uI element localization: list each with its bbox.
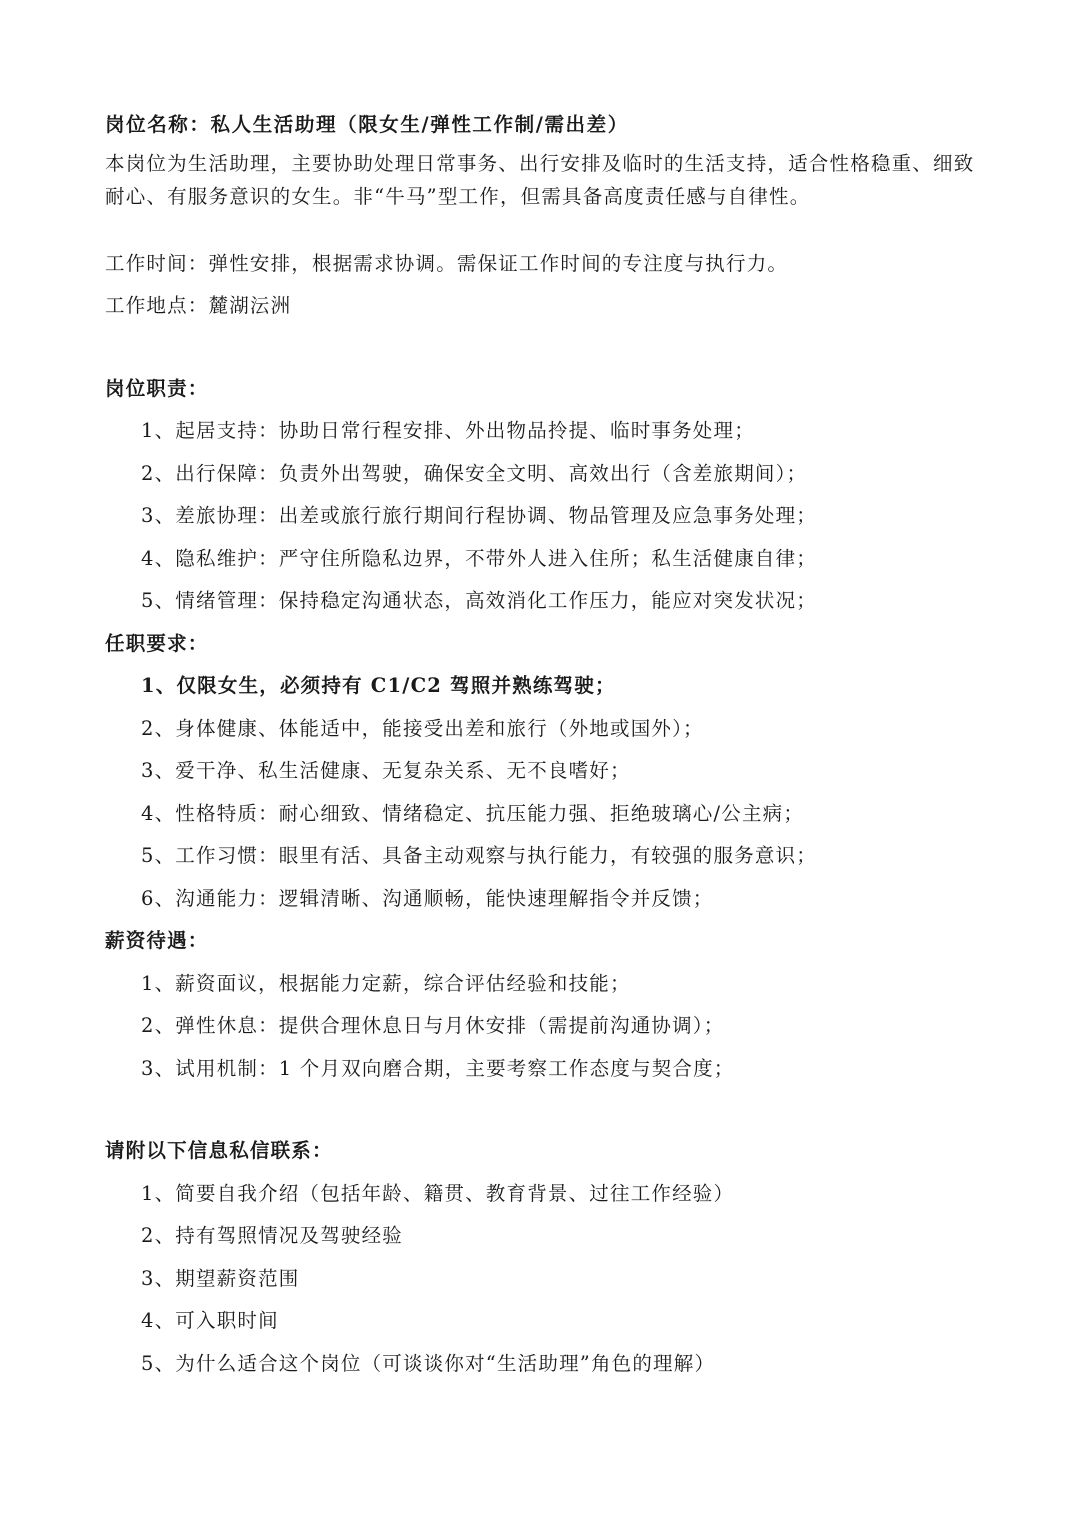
contact-heading: 请附以下信息私信联系：	[105, 1139, 333, 1162]
duty-item: 2、出行保障：负责外出驾驶，确保安全文明、高效出行（含差旅期间）；	[141, 461, 808, 485]
requirement-item: 6、沟通能力：逻辑清晰、沟通顺畅，能快速理解指令并反馈；	[141, 886, 714, 910]
requirement-item: 4、性格特质：耐心细致、情绪稳定、抗压能力强、拒绝玻璃心/公主病；	[141, 801, 805, 825]
salary-item: 1、薪资面议，根据能力定薪，综合评估经验和技能；	[141, 971, 631, 995]
duty-item: 5、情绪管理：保持稳定沟通状态，高效消化工作压力，能应对突发状况；	[141, 589, 818, 612]
job-title: 岗位名称：私人生活助理（限女生/弹性工作制/需出差）	[105, 113, 629, 136]
duties-heading: 岗位职责：	[105, 376, 209, 400]
contact-item: 2、持有驾照情况及驾驶经验	[141, 1224, 404, 1247]
work-time: 工作时间：弹性安排，根据需求协调。需保证工作时间的专注度与执行力。	[105, 251, 789, 275]
contact-item: 3、期望薪资范围	[141, 1266, 300, 1290]
intro-paragraph: 本岗位为生活助理，主要协助处理日常事务、出行安排及临时的生活支持，适合性格稳重、细致耐心、有服务意识的女生。非“牛马”型工作，但需具备高度责任感与自律性。	[105, 151, 975, 208]
contact-item: 1、简要自我介绍（包括年龄、籍贯、教育背景、过往工作经验）	[141, 1181, 735, 1205]
salary-item: 2、弹性休息：提供合理休息日与月休安排（需提前沟通协调）；	[141, 1014, 725, 1037]
requirement-item: 1、仅限女生，必须持有 C1/C2 驾照并熟练驾驶；	[141, 674, 616, 697]
contact-item: 5、为什么适合这个岗位（可谈谈你对“生活助理”角色的理解）	[141, 1351, 716, 1375]
requirement-item: 5、工作习惯：眼里有活、具备主动观察与执行能力，有较强的服务意识；	[141, 844, 818, 867]
work-location: 工作地点：麓湖沄洲	[105, 294, 292, 317]
duty-item: 3、差旅协理：出差或旅行旅行期间行程协调、物品管理及应急事务处理；	[141, 504, 818, 527]
requirements-heading: 任职要求：	[105, 631, 209, 655]
duty-item: 1、起居支持：协助日常行程安排、外出物品拎提、临时事务处理；	[141, 419, 755, 442]
salary-item: 3、试用机制：1 个月双向磨合期，主要考察工作态度与契合度；	[141, 1056, 735, 1080]
duty-item: 4、隐私维护：严守住所隐私边界，不带外人进入住所；私生活健康自律；	[141, 546, 818, 570]
requirement-item: 3、爱干净、私生活健康、无复杂关系、无不良嗜好；	[141, 759, 631, 782]
document-page	[105, 104, 985, 1385]
contact-item: 4、可入职时间	[141, 1309, 279, 1332]
requirement-item: 2、身体健康、体能适中，能接受出差和旅行（外地或国外）；	[141, 716, 704, 740]
salary-heading: 薪资待遇：	[105, 929, 209, 952]
